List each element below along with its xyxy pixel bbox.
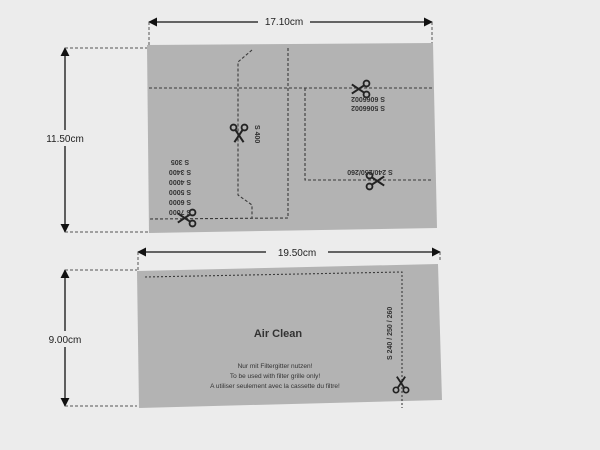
bottom-width-label: 19.50cm [277,248,317,259]
code-line: S 6000 [168,198,192,205]
note-line: A utiliser seulement avec la cassette du filtre! [210,383,340,390]
top-width-label: 17.10cm [264,17,304,28]
bottom-brand: Air Clean [253,328,303,340]
top-height-dimension [35,48,148,232]
code-line: S 3400 [168,168,192,175]
note-line: Nur mit Filtergitter nutzen! [237,363,313,370]
code-line: S 4000 [168,178,192,185]
top-code-vertical: S 400 [253,125,260,144]
top-code-cut-line: S 240/250/260 [347,168,393,175]
code-line: S 6066002 [351,95,385,102]
bottom-height-dimension [38,270,137,406]
code-line: S 7000 [168,208,192,215]
code-line: S 5066002 [351,104,385,111]
bottom-side-code: S 240 / 250 / 260 [387,306,394,360]
note-line: To be used with filter grille only! [229,373,321,380]
top-height-label: 11.50cm [46,134,84,145]
code-line: S 305 [170,158,190,165]
top-width-dimension [149,14,432,45]
code-line: S 5000 [168,188,192,195]
bottom-height-label: 9.00cm [48,335,82,346]
